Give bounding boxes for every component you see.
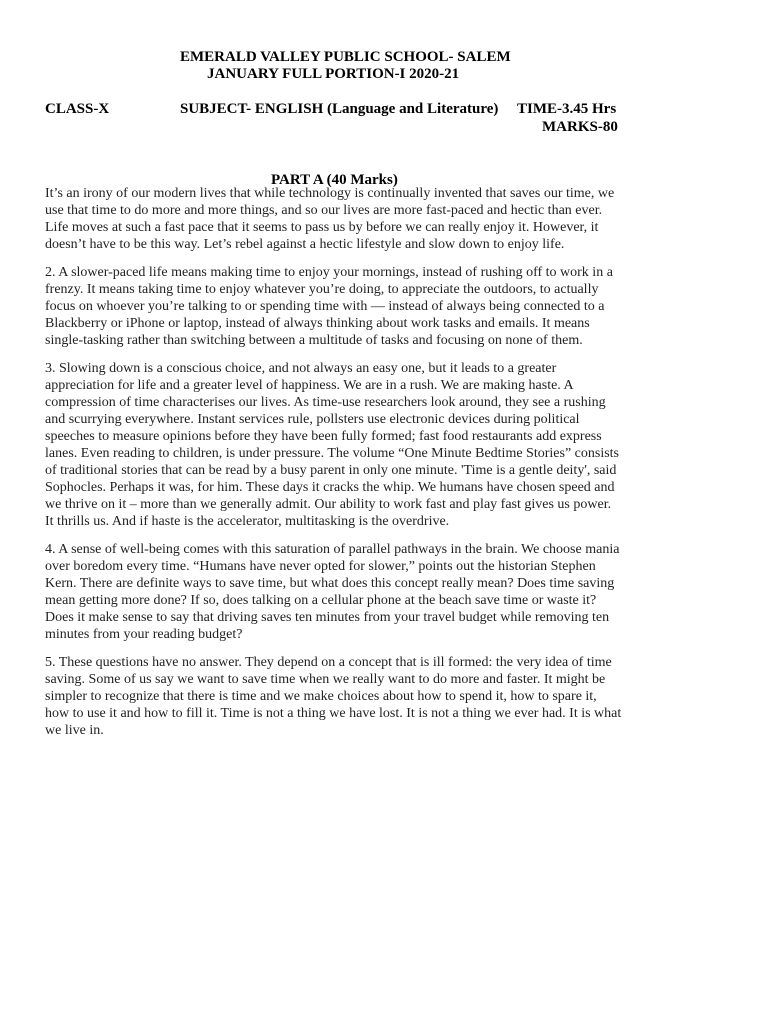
part-heading: PART A (40 Marks)	[271, 172, 398, 188]
passage-paragraph-4: 4. A sense of well-being comes with this saturation of parallel pathways in the brain. We choose mania over boredom every time. “Humans have never opted for slower,” points out the historian Stephen Kern. There are definite ways to save time, but what does this concept really mean? Does time saving mean getting more done? If so, does talking on a cellular phone at the beach save time or waste it? Does it make sense to say that driving saves ten minutes from your travel budget while removing ten minutes from your reading budget?	[45, 542, 620, 642]
reading-passage	[45, 185, 623, 750]
exam-title: JANUARY FULL PORTION-I 2020-21	[207, 66, 460, 82]
class-label: CLASS-X	[45, 101, 110, 117]
time-label: TIME-3.45 Hrs	[517, 101, 617, 117]
passage-paragraph-2: 2. A slower-paced life means making time to enjoy your mornings, instead of rushing off to work in a frenzy. It means taking time to enjoy whatever you’re doing, to appreciate the outdoors, to actually focus on whoever you’re talking to or spending time with — instead of always being connected to a Blackberry or iPhone or laptop, instead of always thinking about work tasks and emails. It means single-tasking rather than switching between a multitude of tasks and focusing on none of them.	[45, 265, 613, 348]
marks-label: MARKS-80	[542, 119, 618, 135]
subject-label: SUBJECT- ENGLISH (Language and Literature)	[180, 101, 499, 117]
school-name: EMERALD VALLEY PUBLIC SCHOOL- SALEM	[180, 49, 511, 65]
passage-paragraph-3: 3. Slowing down is a conscious choice, and not always an easy one, but it leads to a greater appreciation for life and a greater level of happiness. We are in a rush. We are making haste. A compression of time characterises our lives. As time-use researchers look around, they see a rushing and scurrying everywhere. Instant services rule, pollsters use electronic devices during political speeches to measure opinions before they have been fully formed; fast food restaurants add express lanes. Even reading to children, is under pressure. The volume “One Minute Bedtime Stories” consists of traditional stories that can be read by a busy parent in only one minute. 'Time is a gentle deity', said Sophocles. Perhaps it was, for him. These days it cracks the whip. We humans have chosen speed and we thrive on it – more than we generally admit. Our ability to work fast and play fast gives us power. It thrills us. And if haste is the accelerator, multitasking is the overdrive.	[45, 361, 619, 529]
passage-paragraph-5: 5. These questions have no answer. They depend on a concept that is ill formed: the very idea of time saving. Some of us say we want to save time when we really want to do more and faster. It might be simpler to recognize that there is time and we make choices about how to spend it, how to spare it, how to use it and how to fill it. Time is not a thing we have lost. It is not a thing we ever had. It is what we live in.	[45, 655, 622, 738]
passage-paragraph-1: It’s an irony of our modern lives that while technology is continually invented that saves our time, we use that time to do more and more things, and so our lives are more fast-paced and hectic than ever. Life moves at such a fast pace that it seems to pass us by before we can really enjoy it. However, it doesn’t have to be this way. Let’s rebel against a hectic lifestyle and slow down to enjoy life.	[45, 186, 615, 252]
